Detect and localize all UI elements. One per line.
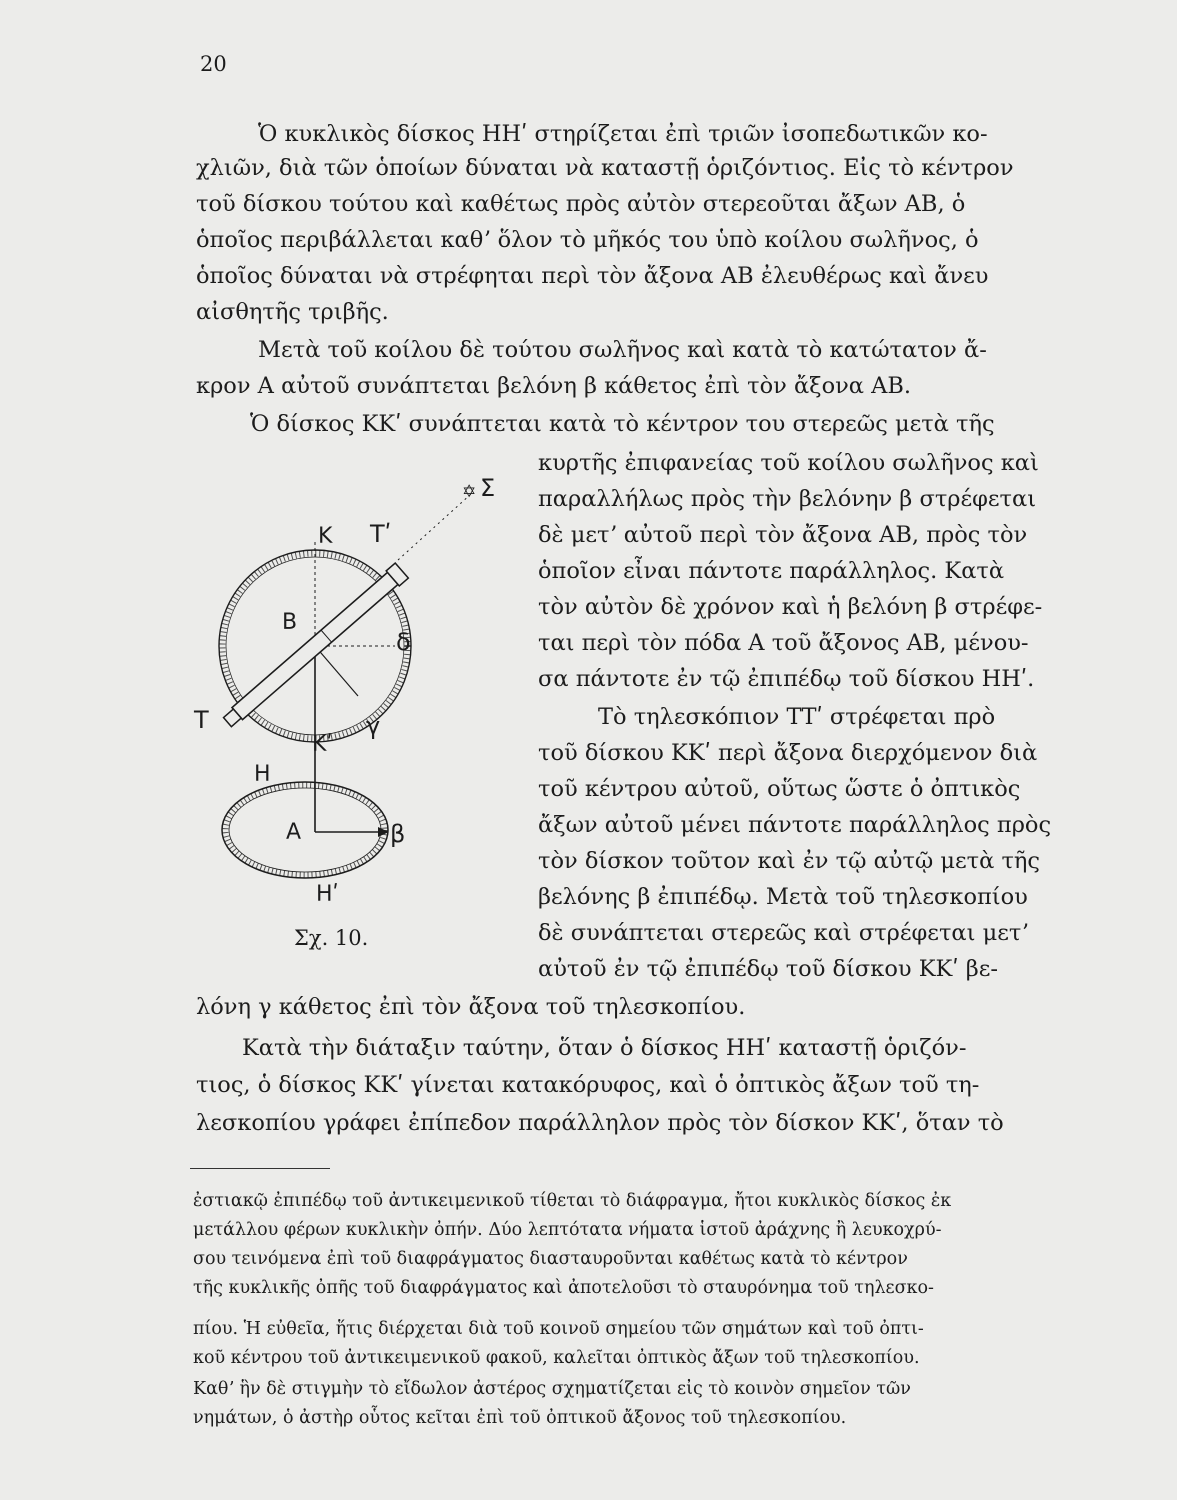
figure-drawing — [190, 470, 530, 960]
body-line: ὁποῖον εἶναι πάντοτε παράλληλος. Κατὰ — [538, 558, 1005, 584]
label-beta: β — [390, 820, 406, 848]
body-line: δὲ συνάπτεται στερεῶς καὶ στρέφεται μετʼ — [538, 920, 1029, 946]
footnote-line: ἐστιακῷ ἐπιπέδῳ τοῦ ἀντικειμενικοῦ τίθεται τὸ διάφραγμα, ἤτοι κυκλικὸς δίσκος ἐκ — [193, 1191, 952, 1211]
footnote-rule — [190, 1168, 330, 1169]
label-t-prime: Τʹ — [370, 520, 392, 548]
disk-hh-prime — [222, 782, 388, 878]
star-sightline — [398, 494, 471, 560]
body-line: παραλλήλως πρὸς τὴν βελόνην β στρέφεται — [538, 486, 1037, 512]
body-line: αὐτοῦ ἐν τῷ ἐπιπέδῳ τοῦ δίσκου ΚΚʹ βε- — [538, 956, 999, 982]
label-k-prime: Κʹ — [312, 732, 333, 757]
label-h: Η — [254, 762, 271, 787]
figure-10 — [190, 470, 530, 960]
footnote-line: κοῦ κέντρου τοῦ ἀντικειμενικοῦ φακοῦ, καλεῖται ὀπτικὸς ἄξων τοῦ τηλεσκοπίου. — [193, 1348, 920, 1368]
footnote-line: πίου. Ἡ εὐθεῖα, ἥτις διέρχεται διὰ τοῦ κοινοῦ σημείου τῶν σημάτων καὶ τοῦ ὀπτι- — [193, 1319, 924, 1339]
body-line: τοῦ κέντρου αὐτοῦ, οὕτως ὥστε ὁ ὀπτικὸς — [538, 776, 1021, 802]
body-line: σα πάντοτε ἐν τῷ ἐπιπέδῳ τοῦ δίσκου ΗΗʹ. — [538, 666, 1035, 692]
body-line: χλιῶν, διὰ τῶν ὁποίων δύναται νὰ καταστῇ ὁριζόντιος. Εἰς τὸ κέντρον — [196, 155, 1014, 181]
body-line: λεσκοπίου γράφει ἐπίπεδον παράλληλον πρὸς τὸν δίσκον ΚΚʹ, ὅταν τὸ — [196, 1110, 1004, 1136]
needle-gamma — [315, 646, 358, 696]
body-line: λόνη γ κάθετος ἐπὶ τὸν ἄξονα τοῦ τηλεσκοπίου. — [196, 994, 746, 1020]
footnote-line: Καθʼ ἣν δὲ στιγμὴν τὸ εἴδωλον ἀστέρος σχηματίζεται εἰς τὸ κοινὸν σημεῖον τῶν — [193, 1379, 911, 1399]
label-a: Α — [286, 820, 302, 845]
body-line: τιος, ὁ δίσκος ΚΚʹ γίνεται κατακόρυφος, καὶ ὁ ὀπτικὸς ἄξων τοῦ τη- — [196, 1072, 980, 1098]
figure-caption: Σχ. 10. — [294, 926, 369, 950]
label-t: Τ — [194, 706, 209, 734]
label-sigma: Σ — [480, 474, 496, 502]
body-line: βελόνης β ἐπιπέδῳ. Μετὰ τοῦ τηλεσκοπίου — [538, 884, 1028, 910]
body-line: ὁποῖος δύναται νὰ στρέφηται περὶ τὸν ἄξονα ΑΒ ἐλευθέρως καὶ ἄνευ — [196, 263, 989, 289]
footnote-line: τῆς κυκλικῆς ὀπῆς τοῦ διαφράγματος καὶ ἀποτελοῦσι τὸ σταυρόνημα τοῦ τηλεσκο- — [193, 1278, 934, 1298]
body-line: ὁποῖος περιβάλλεται καθʼ ὅλον τὸ μῆκός του ὑπὸ κοίλου σωλῆνος, ὁ — [196, 227, 979, 253]
body-line: ἄξων αὐτοῦ μένει πάντοτε παράλληλος πρὸς — [538, 812, 1052, 838]
footnote-line: νημάτων, ὁ ἀστὴρ οὗτος κεῖται ἐπὶ τοῦ ὀπτικοῦ ἄξονος τοῦ τηλεσκοπίου. — [193, 1408, 847, 1428]
body-line: δὲ μετʼ αὐτοῦ περὶ τὸν ἄξονα ΑΒ, πρὸς τὸν — [538, 522, 1028, 548]
label-b: Β — [282, 610, 298, 635]
body-line: Ὁ κυκλικὸς δίσκος ΗΗʹ στηρίζεται ἐπὶ τριῶν ἰσοπεδωτικῶν κο- — [258, 121, 988, 147]
body-line: τὸν αὐτὸν δὲ χρόνον καὶ ἡ βελόνη β στρέφε- — [538, 594, 1043, 620]
body-line: κρον Α αὐτοῦ συνάπτεται βελόνη β κάθετος ἐπὶ τὸν ἄξονα ΑΒ. — [196, 373, 912, 399]
body-line: Τὸ τηλεσκόπιον ΤΤʹ στρέφεται πρὸ — [598, 704, 996, 730]
body-line: τοῦ δίσκου ΚΚʹ περὶ ἄξονα διερχόμενον διὰ — [538, 740, 1038, 766]
body-line: Ὁ δίσκος ΚΚʹ συνάπτεται κατὰ τὸ κέντρον του στερεῶς μετὰ τῆς — [250, 411, 995, 437]
body-line: Κατὰ τὴν διάταξιν ταύτην, ὅταν ὁ δίσκος ΗΗʹ καταστῇ ὁριζόν- — [242, 1035, 967, 1061]
body-line: τοῦ δίσκου τούτου καὶ καθέτως πρὸς αὐτὸν στερεοῦται ἄξων ΑΒ, ὁ — [196, 191, 966, 217]
footnote-line: σου τεινόμενα ἐπὶ τοῦ διαφράγματος διασταυροῦνται καθέτως κατὰ τὸ κέντρον — [193, 1249, 908, 1269]
body-line: ται περὶ τὸν πόδα Α τοῦ ἄξονος ΑΒ, μένου- — [538, 630, 1029, 656]
label-h-prime: Ηʹ — [316, 882, 339, 907]
label-star: ✡ — [462, 482, 477, 502]
body-line: τὸν δίσκον τοῦτον καὶ ἐν τῷ αὐτῷ μετὰ τῆς — [538, 848, 1040, 874]
footnote-line: μετάλλου φέρων κυκλικὴν ὀπήν. Δύο λεπτότατα νήματα ἱστοῦ ἀράχνης ἢ λευκοχρύ- — [193, 1220, 942, 1240]
label-gamma: γ — [366, 712, 381, 740]
label-k: Κ — [318, 524, 333, 549]
page-number: 20 — [200, 52, 227, 76]
label-delta: δ — [396, 628, 411, 656]
body-line: Μετὰ τοῦ κοίλου δὲ τούτου σωλῆνος καὶ κατὰ τὸ κατώτατον ἄ- — [258, 337, 987, 363]
body-line: αἰσθητῆς τριβῆς. — [196, 299, 389, 325]
body-line: κυρτῆς ἐπιφανείας τοῦ κοίλου σωλῆνος καὶ — [538, 450, 1039, 476]
